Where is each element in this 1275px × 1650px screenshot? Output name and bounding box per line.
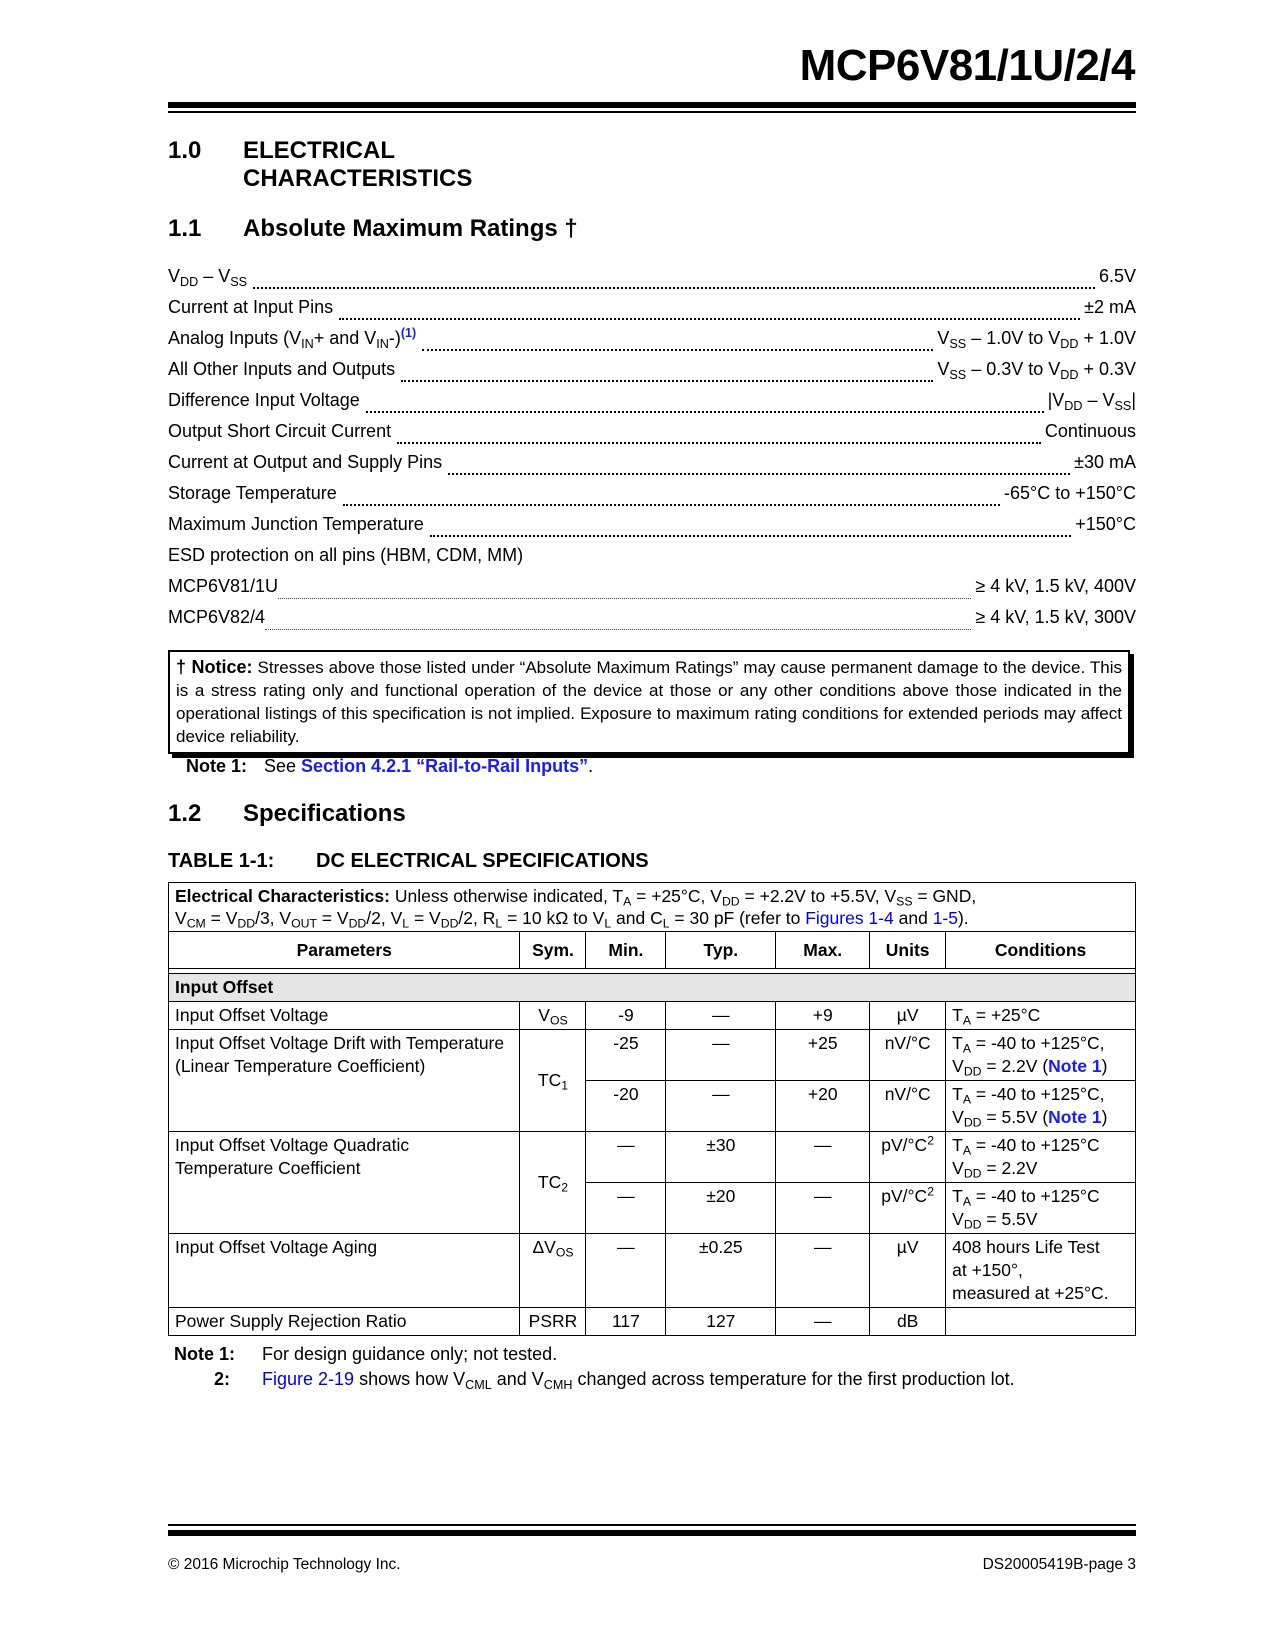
note-1-link[interactable]: Note 1 xyxy=(1048,1056,1102,1076)
rating-value: ±2 mA xyxy=(1084,297,1136,317)
conditions-cell: $T_A = -40$ to +125°C $V_{DD} = 2.2V$ xyxy=(946,1132,1136,1183)
rating-short-circuit xyxy=(168,421,1136,452)
rating-value: $V_{SS} - 1.0V$ to $V_{DD} + 1.0V$ xyxy=(937,328,1136,351)
units-cell: µV xyxy=(870,1002,946,1030)
leader-dots xyxy=(366,411,1044,413)
table-row xyxy=(169,1308,1136,1336)
dc-specifications-table xyxy=(168,882,1136,1336)
note-label: Note 1: xyxy=(186,756,248,776)
electrical-characteristics-cell: Electrical Characteristics: Unless otherwise indicated, $T_A = +25^\circ C$, $V_{DD} = +2.2V$ to +5.5V, $V_{SS}$ = GND, $V_{CM} = V_{DD}/3$, $V_{OUT} = V_{DD}/2$, $V_L = V_{DD}/2$, $R_L = 10$ kΩ to $V_L$ and $C_L = 30$ pF (refer to Figures 1-4 and 1-5). xyxy=(169,883,1136,932)
rating-value: ≥ 4 kV, 1.5 kV, 400V xyxy=(975,576,1136,596)
leader-dots xyxy=(401,380,933,382)
rating-diff-input xyxy=(168,390,1136,421)
rating-esd-mcp6v81 xyxy=(168,576,1136,607)
rating-label: Current at Input Pins xyxy=(168,297,334,317)
section-heading-1-0 xyxy=(168,137,472,193)
min-cell: -9 xyxy=(586,1002,666,1030)
min-cell: — xyxy=(586,1234,666,1308)
header-rule-thick xyxy=(168,102,1136,108)
figure-2-19-link[interactable]: Figure 2-19 xyxy=(262,1369,355,1389)
rating-label: Difference Input Voltage xyxy=(168,390,360,410)
table-note-1: Note 1: For design guidance only; not tested. xyxy=(174,1344,558,1364)
rating-value: ±30 mA xyxy=(1074,452,1136,472)
column-header: Min. xyxy=(586,932,666,969)
table-conditions-row xyxy=(169,883,1136,932)
section-title: Specifications xyxy=(243,800,406,827)
table-note-2: 2: Figure 2-19 shows how $V_{CML}$ and $V_{CMH}$ changed across temperature for the first production lot. xyxy=(213,1369,1015,1392)
ratings-note-1: Note 1: See Section 4.2.1 “Rail-to-Rail Inputs”. xyxy=(186,756,594,776)
table-row xyxy=(169,1030,1136,1081)
sym-cell: $\Delta V_{OS}$ xyxy=(520,1234,586,1308)
rating-value: Continuous xyxy=(1044,421,1136,441)
notice-text: Stresses above those listed under “Absolute Maximum Ratings” may cause permanent damage to the device. This is a stress rating only and functional operation of the device at those or any other conditions above those indicated in the operational listings of this specification is not implied. Exposure to maximum rating conditions for extended periods may affect device reliability. xyxy=(176,658,1122,746)
section-number: 1.2 xyxy=(168,800,202,827)
leader-dots xyxy=(339,318,1080,320)
figure-1-5-link[interactable]: 1-5 xyxy=(932,908,958,928)
notice-title: † Notice: xyxy=(176,657,253,677)
leader-dots xyxy=(422,349,933,351)
leader-dots xyxy=(253,287,1095,289)
min-cell: — xyxy=(586,1132,666,1183)
units-cell: $pV/^\circ C^2$ xyxy=(870,1183,946,1234)
column-header: Parameters xyxy=(169,932,520,969)
max-cell: +25 xyxy=(776,1030,870,1081)
note-1-link[interactable]: Note 1 xyxy=(1048,1107,1102,1127)
rating-label: Analog Inputs ($V_{IN}+$ and $V_{IN}-)^{(1)}$ xyxy=(168,326,417,351)
max-cell: — xyxy=(776,1308,870,1336)
param-cell: Input Offset Voltage Drift with Temperature (Linear Temperature Coefficient) xyxy=(169,1030,520,1132)
column-header: Sym. xyxy=(520,932,586,969)
conditions-cell: $T_A = -40$ to +125°C, $V_{DD} = 2.2V$ (Note 1) xyxy=(946,1030,1136,1081)
absolute-max-ratings-list xyxy=(168,266,1136,638)
units-cell: µV xyxy=(870,1234,946,1308)
rating-label: ESD protection on all pins (HBM, CDM, MM) xyxy=(168,545,524,565)
section-number: 1.1 xyxy=(168,215,202,242)
typ-cell: ±20 xyxy=(666,1183,776,1234)
leader-dots xyxy=(397,442,1041,444)
rating-value: $V_{SS} - 0.3V$ to $V_{DD} + 0.3V$ xyxy=(937,359,1136,382)
leader-dots xyxy=(278,598,971,599)
rating-label: Output Short Circuit Current xyxy=(168,421,392,441)
section-number: 1.0 xyxy=(168,137,202,164)
typ-cell: — xyxy=(666,1002,776,1030)
rating-value: $|V_{DD} - V_{SS}|$ xyxy=(1047,390,1136,413)
param-cell: Input Offset Voltage xyxy=(169,1002,520,1030)
table-row xyxy=(169,1002,1136,1030)
units-cell: nV/°C xyxy=(870,1081,946,1132)
typ-cell: 127 xyxy=(666,1308,776,1336)
rating-value: ≥ 4 kV, 1.5 kV, 300V xyxy=(975,607,1136,627)
sym-cell: $V_{OS}$ xyxy=(520,1002,586,1030)
rating-output-supply xyxy=(168,452,1136,483)
max-cell: — xyxy=(776,1234,870,1308)
header-rule-thin xyxy=(168,111,1136,113)
notice-box xyxy=(168,650,1130,754)
typ-cell: ±30 xyxy=(666,1132,776,1183)
units-cell: nV/°C xyxy=(870,1030,946,1081)
rating-esd-heading xyxy=(168,545,1136,576)
table-notes xyxy=(174,1342,1015,1392)
rating-label: Storage Temperature xyxy=(168,483,337,503)
rating-analog-inputs xyxy=(168,328,1136,359)
section-label: Input Offset xyxy=(169,974,1136,1002)
footer-rule-thick xyxy=(168,1530,1136,1536)
max-cell: — xyxy=(776,1183,870,1234)
footer-copyright: © 2016 Microchip Technology Inc. xyxy=(168,1556,401,1573)
conditions-cell: $T_A = -40$ to +125°C, $V_{DD} = 5.5V$ (Note 1) xyxy=(946,1081,1136,1132)
column-header: Units xyxy=(870,932,946,969)
note-1-ref-link[interactable]: (1) xyxy=(400,326,417,341)
document-title: MCP6V81/1U/2/4 xyxy=(799,41,1135,90)
rating-label: $V_{DD} - V_{SS}$ xyxy=(168,266,248,289)
min-cell: -25 xyxy=(586,1030,666,1081)
footer-page-id: DS20005419B-page 3 xyxy=(982,1556,1136,1573)
section-title: Absolute Maximum Ratings † xyxy=(243,215,578,242)
section-heading-1-1 xyxy=(168,215,578,243)
table-caption: TABLE 1-1: DC ELECTRICAL SPECIFICATIONS xyxy=(168,850,649,872)
sym-cell: $TC_2$ xyxy=(520,1132,586,1234)
max-cell: — xyxy=(776,1132,870,1183)
typ-cell: — xyxy=(666,1030,776,1081)
section-title: ELECTRICAL CHARACTERISTICS xyxy=(243,137,473,192)
max-cell: +9 xyxy=(776,1002,870,1030)
rating-label: MCP6V82/4 xyxy=(168,607,266,627)
leader-dots xyxy=(430,535,1071,537)
typ-cell: ±0.25 xyxy=(666,1234,776,1308)
conditions-cell: $T_A = -40$ to +125°C $V_{DD} = 5.5V$ xyxy=(946,1183,1136,1234)
table-row xyxy=(169,1234,1136,1308)
param-cell: Power Supply Rejection Ratio xyxy=(169,1308,520,1336)
param-cell: Input Offset Voltage Quadratic Temperature Coefficient xyxy=(169,1132,520,1234)
min-cell: 117 xyxy=(586,1308,666,1336)
typ-cell: — xyxy=(666,1081,776,1132)
column-header: Conditions xyxy=(946,932,1136,969)
param-cell: Input Offset Voltage Aging xyxy=(169,1234,520,1308)
rating-current-input xyxy=(168,297,1136,328)
section-heading-1-2 xyxy=(168,800,406,828)
rating-label: Maximum Junction Temperature xyxy=(168,514,424,534)
min-cell: — xyxy=(586,1183,666,1234)
units-cell: $pV/^\circ C^2$ xyxy=(870,1132,946,1183)
conditions-cell: 408 hours Life Test at +150°, measured at +25°C. xyxy=(946,1234,1136,1308)
section-4-2-1-link[interactable]: Section 4.2.1 “Rail-to-Rail Inputs” xyxy=(301,756,589,776)
column-header: Typ. xyxy=(666,932,776,969)
leader-dots xyxy=(265,629,971,630)
max-cell: +20 xyxy=(776,1081,870,1132)
table-row xyxy=(169,1132,1136,1183)
rating-storage-temp xyxy=(168,483,1136,514)
rating-value: -65°C to +150°C xyxy=(1004,483,1136,503)
units-cell: dB xyxy=(870,1308,946,1336)
leader-dots xyxy=(343,504,1000,506)
sym-cell: $TC_1$ xyxy=(520,1030,586,1132)
footer-rule-thin xyxy=(168,1524,1136,1526)
rating-label: Current at Output and Supply Pins xyxy=(168,452,443,472)
rating-other-io xyxy=(168,359,1136,390)
rating-esd-mcp6v82 xyxy=(168,607,1136,638)
conditions-cell: $T_A = +25^\circ C$ xyxy=(946,1002,1136,1030)
min-cell: -20 xyxy=(586,1081,666,1132)
figures-1-4-link[interactable]: Figures 1-4 xyxy=(805,908,894,928)
rating-vdd-vss xyxy=(168,266,1136,297)
table-section-row xyxy=(169,974,1136,1002)
rating-value: +150°C xyxy=(1075,514,1136,534)
rating-junction-temp xyxy=(168,514,1136,545)
sym-cell: PSRR xyxy=(520,1308,586,1336)
column-header: Max. xyxy=(776,932,870,969)
rating-label: MCP6V81/1U xyxy=(168,576,279,596)
leader-dots xyxy=(448,473,1070,475)
conditions-cell xyxy=(946,1308,1136,1336)
table-header-row xyxy=(169,932,1136,969)
rating-label: All Other Inputs and Outputs xyxy=(168,359,396,379)
rating-value: 6.5V xyxy=(1098,266,1136,286)
